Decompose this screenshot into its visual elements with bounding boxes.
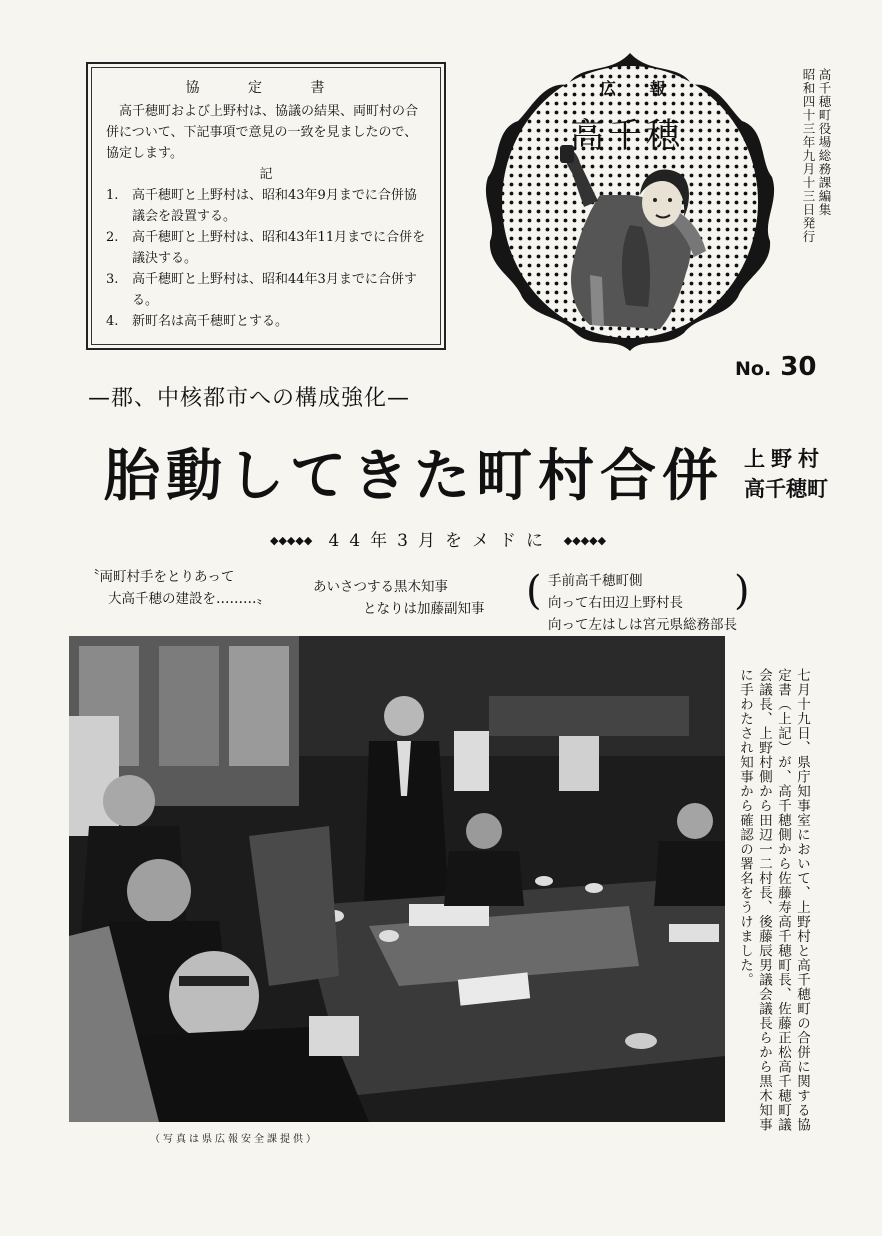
agreement-item-number: 2. [106,230,119,245]
caption-line: 〝両町村手をとりあって [86,569,235,585]
agreement-item-number: 3. [106,272,119,287]
municipality-name: 高千穂町 [744,477,828,501]
masthead-title: 高千穂 [570,116,684,156]
caption-line: 手前高千穂町側 [548,573,643,589]
photo-caption-right [526,568,750,636]
agreement-title: 協 定 書 [185,80,347,96]
photo-caption-center [313,576,485,620]
agreement-item-text: 高千穂町と上野村は、昭和43年11月までに合併を議決する。 [132,230,426,266]
tagline-text: 44年3月をメドに [328,531,553,551]
left-parenthesis: ( [526,568,542,614]
agreement-item-text: 高千穂町と上野村は、昭和43年9月までに合併協議会を設置する。 [132,188,417,224]
caption-line: 大高千穂の建設を………〟 [108,591,270,607]
photo-caption-left [86,566,270,610]
caption-line: 向って左はしは宮元県総務部長 [548,617,737,633]
agreement-item-number: 4. [106,314,119,329]
agreement-body: 高千穂町および上野村は、協議の結果、両町村の合併について、下記事項で意見の一致を見ましたので、協定します。 [106,104,419,161]
tagline [270,526,606,551]
publisher-line-2: 昭和四十三年九月十三日発行 [801,68,816,244]
agreement-item-number: 1. [106,188,119,203]
agreement-item-text: 新町名は高千穂町とする。 [132,314,289,329]
meeting-photo [69,636,725,1122]
diamond-ornament-right: ◆◆◆◆◆ [563,534,607,547]
masthead-label: 広 報 [600,79,680,98]
caption-line: あいさつする黒木知事 [313,579,448,595]
agreement-item [106,269,426,311]
agreement-item [106,227,426,269]
diamond-ornament-left: ◆◆◆◆◆ [270,534,313,547]
agreement-item [106,311,426,332]
caption-line: 向って右田辺上野村長 [548,595,683,611]
issue-number [735,352,816,382]
subtitle: —郡、中核都市への構成強化— [88,386,411,411]
agreement-item-text: 高千穂町と上野村は、昭和44年3月までに合併する。 [132,272,417,308]
photo-credit: （写真は県広報安全課提供） [150,1134,319,1145]
agreement-inner-frame [91,67,441,345]
issue-value: 30 [780,352,817,382]
publisher-info [800,68,832,244]
article-body: 七月十九日、県庁知事室において、上野村と高千穂町の合併に関する協定書（上記）が、高千穂側から佐藤寿高千穂町長、佐藤正松高千穂町議会議長、上野村側から田辺一二村長、後藤辰男議会議長らから黒木知事に手わたされ知事から確認の署名をうけました。 [737,668,810,1132]
publisher-line-1: 高千穂町役場総務課編集 [817,68,832,217]
issue-prefix: No. [735,358,772,380]
agreement-box [86,62,446,350]
right-parenthesis: ) [734,568,750,614]
municipality-name: 上野村 [744,447,825,471]
headline: 胎動してきた町村合併 [104,444,724,509]
caption-line: となりは加藤副知事 [363,601,485,617]
agreement-list [106,185,426,332]
agreement-ki: 記 [259,167,273,182]
municipality-names [744,444,828,504]
agreement-item [106,185,426,227]
